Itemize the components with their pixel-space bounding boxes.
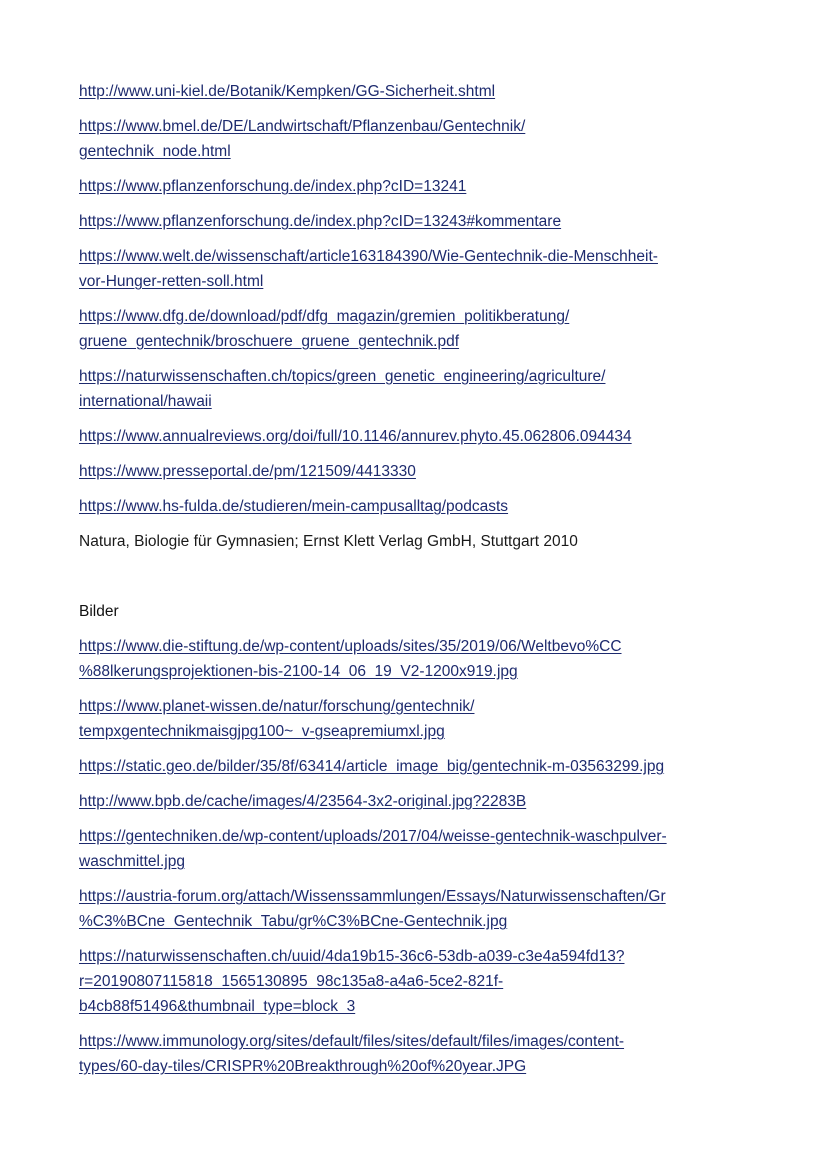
image-source-link[interactable] <box>79 944 759 1019</box>
source-entry <box>79 209 759 234</box>
source-link[interactable] <box>79 424 759 449</box>
image-source-link[interactable] <box>79 634 759 684</box>
image-source-entry <box>79 884 759 934</box>
image-source-link-text: https://gentechniken.de/wp-content/uploads/2017/04/weisse-gentechnik-waschpulver- <box>79 828 667 845</box>
source-link-text: https://www.bmel.de/DE/Landwirtschaft/Pflanzenbau/Gentechnik/ <box>79 118 526 135</box>
source-entry <box>79 174 759 199</box>
source-entry <box>79 304 759 354</box>
book-reference: Natura, Biologie für Gymnasien; Ernst Klett Verlag GmbH, Stuttgart 2010 <box>79 533 578 550</box>
source-link[interactable] <box>79 304 759 354</box>
source-link-text: https://www.welt.de/wissenschaft/article163184390/Wie-Gentechnik-die-Menschheit- <box>79 248 658 265</box>
image-source-link[interactable] <box>79 789 759 814</box>
source-link-text: vor-Hunger-retten-soll.html <box>79 273 264 290</box>
source-entry <box>79 79 759 104</box>
image-source-link-text: https://www.die-stiftung.de/wp-content/uploads/sites/35/2019/06/Weltbevo%CC <box>79 638 622 655</box>
image-source-entry <box>79 694 759 744</box>
source-entry <box>79 114 759 164</box>
image-source-link[interactable] <box>79 694 759 744</box>
source-entry <box>79 364 759 414</box>
source-link[interactable] <box>79 209 759 234</box>
source-link[interactable] <box>79 79 759 104</box>
source-link-text: gruene_gentechnik/broschuere_gruene_gentechnik.pdf <box>79 333 460 350</box>
images-section <box>79 634 759 1079</box>
image-source-link-text: https://naturwissenschaften.ch/uuid/4da19b15-36c6-53db-a039-c3e4a594fd13? <box>79 948 625 965</box>
source-link[interactable] <box>79 494 759 519</box>
sources-section <box>79 79 759 519</box>
image-source-link-text: b4cb88f51496&thumbnail_type=block_3 <box>79 998 356 1015</box>
image-source-link-text: %C3%BCne_Gentechnik_Tabu/gr%C3%BCne-Gentechnik.jpg <box>79 913 508 930</box>
source-link-text: https://www.hs-fulda.de/studieren/mein-campusalltag/podcasts <box>79 498 509 515</box>
source-link-text: https://www.presseportal.de/pm/121509/4413330 <box>79 463 416 480</box>
image-source-link[interactable] <box>79 754 759 779</box>
source-link[interactable] <box>79 114 759 164</box>
image-source-link-text: types/60-day-tiles/CRISPR%20Breakthrough%20of%20year.JPG <box>79 1058 527 1075</box>
image-source-link[interactable] <box>79 1029 759 1079</box>
image-source-link-text: https://www.planet-wissen.de/natur/forschung/gentechnik/ <box>79 698 475 715</box>
source-link[interactable] <box>79 174 759 199</box>
image-source-link[interactable] <box>79 884 759 934</box>
image-source-link-text: waschmittel.jpg <box>79 853 185 870</box>
image-source-link-text: https://www.immunology.org/sites/default/files/sites/default/files/images/content- <box>79 1033 625 1050</box>
image-source-entry <box>79 634 759 684</box>
source-link-text: https://www.annualreviews.org/doi/full/10.1146/annurev.phyto.45.062806.094434 <box>79 428 632 445</box>
image-source-entry <box>79 824 759 874</box>
source-entry <box>79 244 759 294</box>
source-link-text: gentechnik_node.html <box>79 143 231 160</box>
images-heading: Bilder <box>79 603 119 620</box>
source-link-text: http://www.uni-kiel.de/Botanik/Kempken/GG-Sicherheit.shtml <box>79 83 496 100</box>
image-source-link-text: https://austria-forum.org/attach/Wissenssammlungen/Essays/Naturwissenschaften/Gr <box>79 888 666 905</box>
references-list <box>79 79 759 1089</box>
image-source-link-text: https://static.geo.de/bilder/35/8f/63414/article_image_big/gentechnik-m-03563299.jpg <box>79 758 665 775</box>
source-link-text: https://naturwissenschaften.ch/topics/green_genetic_engineering/agriculture/ <box>79 368 606 385</box>
image-source-entry <box>79 944 759 1019</box>
source-link-text: https://www.pflanzenforschung.de/index.php?cID=13241 <box>79 178 467 195</box>
source-link-text: international/hawaii <box>79 393 212 410</box>
source-link[interactable] <box>79 244 759 294</box>
source-link[interactable] <box>79 364 759 414</box>
image-source-link-text: http://www.bpb.de/cache/images/4/23564-3x2-original.jpg?2283B <box>79 793 527 810</box>
source-entry <box>79 424 759 449</box>
image-source-link[interactable] <box>79 824 759 874</box>
image-source-entry <box>79 1029 759 1079</box>
source-entry <box>79 459 759 484</box>
image-source-entry <box>79 789 759 814</box>
image-source-entry <box>79 754 759 779</box>
source-link-text: https://www.pflanzenforschung.de/index.php?cID=13243#kommentare <box>79 213 562 230</box>
image-source-link-text: r=20190807115818_1565130895_98c135a8-a4a6-5ce2-821f- <box>79 973 504 990</box>
source-link-text: https://www.dfg.de/download/pdf/dfg_magazin/gremien_politikberatung/ <box>79 308 570 325</box>
source-entry <box>79 494 759 519</box>
source-link[interactable] <box>79 459 759 484</box>
image-source-link-text: %88lkerungsprojektionen-bis-2100-14_06_19_V2-1200x919.jpg <box>79 663 518 680</box>
image-source-link-text: tempxgentechnikmaisgjpg100~_v-gseapremiumxl.jpg <box>79 723 445 740</box>
